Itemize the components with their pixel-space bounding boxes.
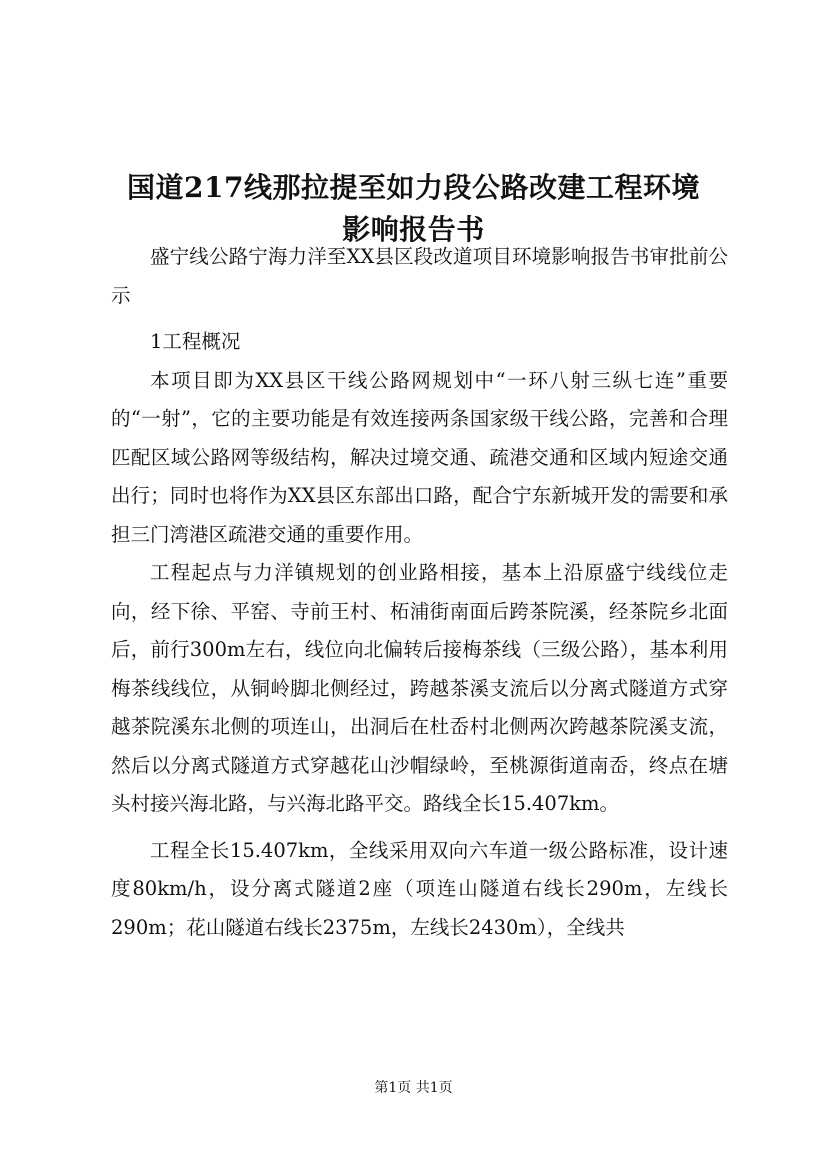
- paragraph-specs: 工程全长15.407km，全线采用双向六车道一级公路标准，设计速度80km/h，设分离式隧道2座（项连山隧道右线长290m，左线长290m；花山隧道右线长2375m，左线长2430m），全线共: [111, 838, 728, 939]
- document-body: [111, 238, 728, 947]
- title-line-2: 影响报告书: [342, 212, 485, 246]
- page-footer: 第1页 共1页: [374, 1080, 453, 1096]
- section-heading: 1工程概况: [150, 330, 241, 353]
- paragraph-route: 工程起点与力洋镇规划的创业路相接，基本上沿原盛宁线线位走向，经下徐、平窑、寺前王村、柘浦街南面后跨茶院溪，经茶院乡北面后，前行300m左右，线位向北偏转后接梅茶线（三级公路），基本利用梅茶线线位，从铜岭脚北侧经过，跨越茶溪支流后以分离式隧道方式穿越茶院溪东北侧的项连山，出洞后在杜岙村北侧两次跨越茶院溪支流，然后以分离式隧道方式穿越花山沙帽绿岭，至桃源街道南岙，终点在塘头村接兴海北路，与兴海北路平交。路线全长15.407km。: [111, 561, 728, 815]
- paragraph-overview: 本项目即为XX县区干线公路网规划中“一环八射三纵七连”重要的“一射”，它的主要功能是有效连接两条国家级干线公路，完善和合理匹配区域公路网等级结构，解决过境交通、疏港交通和区域内短途交通出行；同时也将作为XX县区东部出口路，配合宁东新城开发的需要和承担三门湾港区疏港交通的重要作用。: [111, 368, 728, 546]
- paragraph-subtitle: 盛宁线公路宁海力洋至XX县区段改道项目环境影响报告书审批前公示: [111, 245, 728, 307]
- title-line-1: 国道217线那拉提至如力段公路改建工程环境: [127, 170, 700, 204]
